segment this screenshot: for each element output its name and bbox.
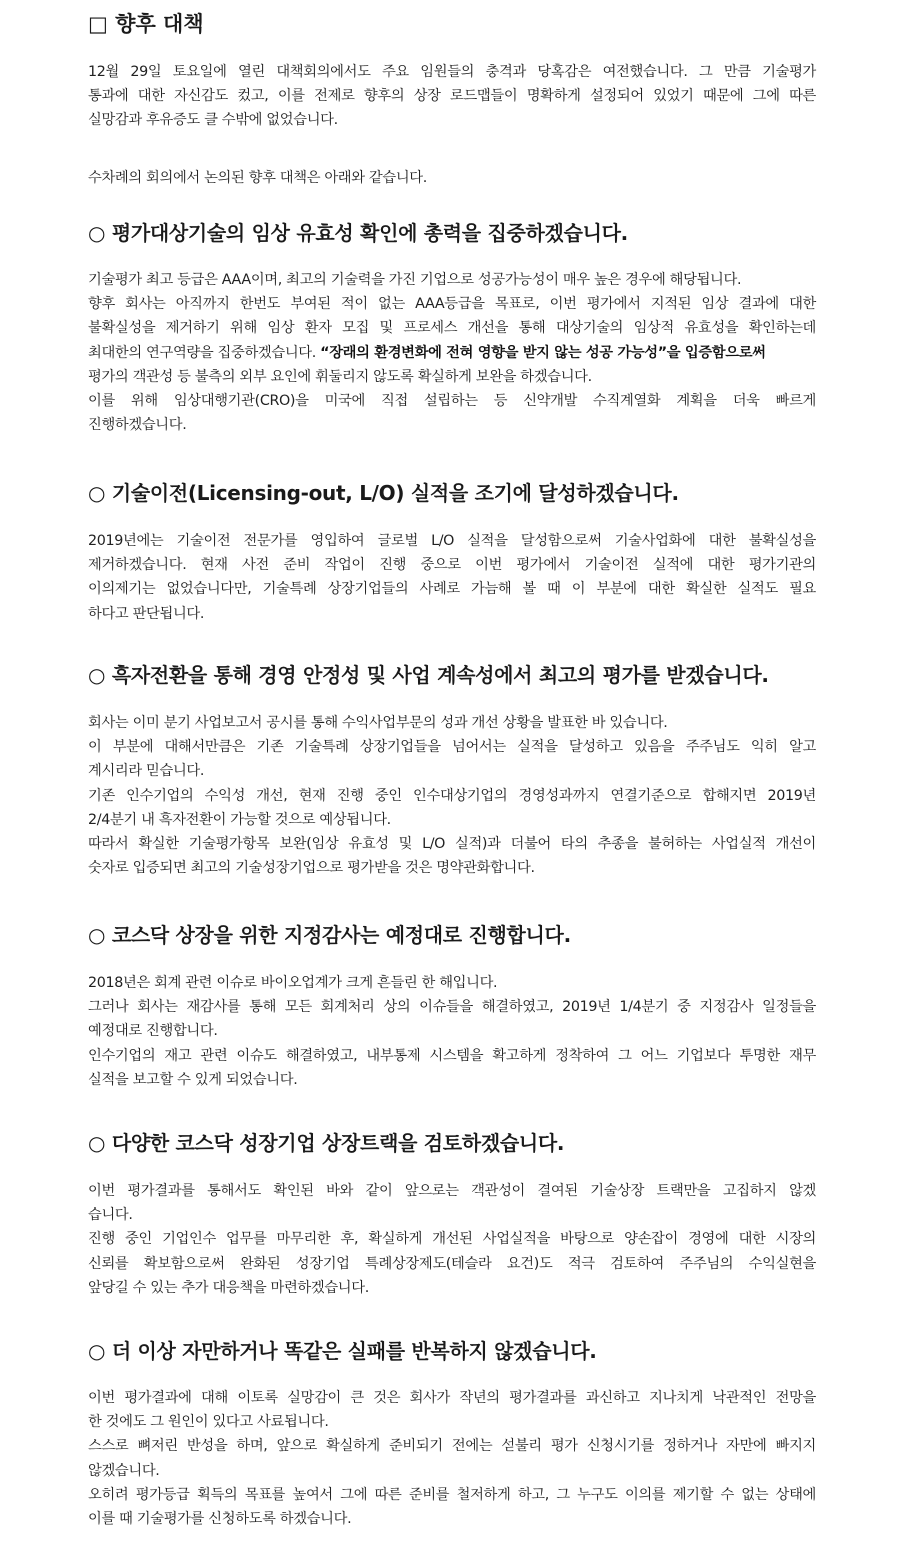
- text-line: 오히려 평가등급 획득의 목표를 높여서 그에 따른 준비를 철저하게 하고, 그 누구도 이의를 제기할 수 없는 상태에: [88, 1486, 816, 1503]
- text-line: 진행 중인 기업인수 업무를 마무리한 후, 확실하게 개선된 사업실적을 바탕으로 양손잡이 경영에 대한 시장의: [88, 1231, 816, 1248]
- text-line: 실적을 보고할 수 있게 되었습니다.: [88, 1071, 298, 1088]
- text-line: 이번 평가결과에 대해 이토록 실망감이 큰 것은 회사가 작년의 평가결과를 과신하고 지나치게 낙관적인 전망을: [88, 1390, 816, 1406]
- text-line: 이의제기는 없었습니다만, 기술특례 상장기업들의 사례로 가늠해 볼 때 이 부분에 대한 확실한 실적도 필요: [88, 581, 816, 598]
- text-line: 2018년은 회계 관련 이슈로 바이오업계가 크게 흔들린 한 해입니다.: [88, 975, 498, 991]
- text-line: 이를 때 기술평가를 신청하도록 하겠습니다.: [88, 1511, 352, 1528]
- section-body-clinical-validity: [88, 268, 816, 437]
- text-line: 향후 회사는 아직까지 한번도 부여된 적이 없는 AAA등급을 목표로, 이번 평가에서 지적된 임상 결과에 대한: [88, 296, 816, 313]
- text-line: 통과에 대한 자신감도 컸고, 이를 전제로 향후의 상장 로드맵들이 명확하게 설정되어 있었기 때문에 그에 따른: [88, 88, 816, 105]
- text-line: 불확실성을 제거하기 위해 임상 환자 모집 및 프로세스 개선을 통해 대상기술의 임상적 유효성을 확인하는데: [88, 320, 816, 337]
- section-body-licensing-out: [88, 529, 816, 626]
- text-line: 스스로 뼈저린 반성을 하며, 앞으로 확실하게 준비되기 전에는 섣불리 평가 신청시기를 정하거나 자만에 빠지지: [88, 1438, 816, 1455]
- text-line: 인수기업의 재고 관련 이슈도 해결하였고, 내부통제 시스템을 확고하게 정착하여 그 어느 기업보다 투명한 재무: [88, 1047, 816, 1064]
- section-body-designated-audit: [88, 971, 816, 1092]
- section-heading-clinical-validity: ○ 평가대상기술의 임상 유효성 확인에 총력을 집중하겠습니다.: [88, 221, 628, 245]
- text-line: 이를 위해 임상대행기관(CRO)을 미국에 직접 설립하는 등 신약개발 수직계열화 계획을 더욱 빠르게: [88, 393, 816, 410]
- section-body-profitability: [88, 711, 816, 880]
- emphasis-text: “장래의 환경변화에 전혀 영향을 받지 않는 성공 가능성”을 입증함으로써: [320, 344, 766, 361]
- section-heading-designated-audit: ○ 코스닥 상장을 위한 지정감사는 예정대로 진행합니다.: [88, 923, 571, 947]
- text-line: 예정대로 진행합니다.: [88, 1023, 218, 1040]
- section-heading-no-complacency: ○ 더 이상 자만하거나 똑같은 실패를 반복하지 않겠습니다.: [88, 1339, 597, 1363]
- section-heading-licensing-out: ○ 기술이전(Licensing-out, L/O) 실적을 조기에 달성하겠습니다.: [88, 481, 679, 505]
- text-line: 12월 29일 토요일에 열린 대책회의에서도 주요 임원들의 충격과 당혹감은 여전했습니다. 그 만큼 기술평가: [88, 64, 816, 80]
- intro-closing: [88, 166, 816, 190]
- text-line: 하다고 판단됩니다.: [88, 605, 205, 622]
- text-line: 따라서 확실한 기술평가항목 보완(임상 유효성 및 L/O 실적)과 더불어 타의 추종을 불허하는 사업실적 개선이: [88, 836, 816, 853]
- text-line: 기술평가 최고 등급은 AAA이며, 최고의 기술력을 가진 기업으로 성공가능성이 매우 높은 경우에 해당됩니다.: [88, 272, 742, 288]
- page-title: □ 향후 대책: [88, 12, 204, 36]
- text-line: 신뢰를 확보함으로써 완화된 성장기업 특례상장제도(테슬라 요건)도 적극 검토하여 주주님의 수익실현을: [88, 1255, 816, 1272]
- text-line: 실망감과 후유증도 클 수밖에 없었습니다.: [88, 112, 338, 129]
- text-segment: 최대한의 연구역량을 집중하겠습니다.: [88, 344, 316, 361]
- text-line: 숫자로 입증되면 최고의 기술성장기업으로 평가받을 것은 명약관화합니다.: [88, 860, 535, 877]
- text-line: [88, 341, 816, 365]
- text-line: 않겠습니다.: [88, 1462, 160, 1479]
- section-body-listing-track: [88, 1179, 816, 1300]
- text-line: 계시리라 믿습니다.: [88, 763, 205, 780]
- text-line: 2019년에는 기술이전 전문가를 영입하여 글로벌 L/O 실적을 달성함으로써 기술사업화에 대한 불확실성을: [88, 533, 816, 549]
- text-line: 수차례의 회의에서 논의된 향후 대책은 아래와 같습니다.: [88, 170, 427, 186]
- text-line: 한 것에도 그 원인이 있다고 사료됩니다.: [88, 1414, 329, 1431]
- text-line: 평가의 객관성 등 불측의 외부 요인에 휘둘리지 않도록 확실하게 보완을 하겠습니다.: [88, 368, 592, 385]
- text-line: 기존 인수기업의 수익성 개선, 현재 진행 중인 인수대상기업의 경영성과까지 연결기준으로 합해지면 2019년: [88, 787, 816, 804]
- text-line: 습니다.: [88, 1207, 133, 1224]
- text-line: 이 부분에 대해서만큼은 기존 기술특례 상장기업들을 넘어서는 실적을 달성하고 있음을 주주님도 익히 알고: [88, 739, 816, 756]
- text-line: 제거하겠습니다. 현재 사전 준비 작업이 진행 중으로 이번 평가에서 기술이전 실적에 대한 평가기관의: [88, 557, 816, 574]
- text-line: 회사는 이미 분기 사업보고서 공시를 통해 수익사업부문의 성과 개선 상황을 발표한 바 있습니다.: [88, 715, 668, 731]
- text-line: 그러나 회사는 재감사를 통해 모든 회계처리 상의 이슈들을 해결하였고, 2019년 1/4분기 중 지정감사 일정들을: [88, 999, 816, 1016]
- text-line: 이번 평가결과를 통해서도 확인된 바와 같이 앞으로는 객관성이 결여된 기술상장 트랙만을 고집하지 않겠: [88, 1183, 816, 1199]
- text-line: 진행하겠습니다.: [88, 417, 187, 434]
- section-heading-profitability: ○ 흑자전환을 통해 경영 안정성 및 사업 계속성에서 최고의 평가를 받겠습니다.: [88, 663, 769, 687]
- text-line: 2/4분기 내 흑자전환이 가능할 것으로 예상됩니다.: [88, 811, 391, 828]
- intro-paragraph: [88, 60, 816, 133]
- section-heading-listing-track: ○ 다양한 코스닥 성장기업 상장트랙을 검토하겠습니다.: [88, 1131, 565, 1155]
- text-line: 앞당길 수 있는 추가 대응책을 마련하겠습니다.: [88, 1279, 369, 1296]
- section-body-no-complacency: [88, 1386, 816, 1531]
